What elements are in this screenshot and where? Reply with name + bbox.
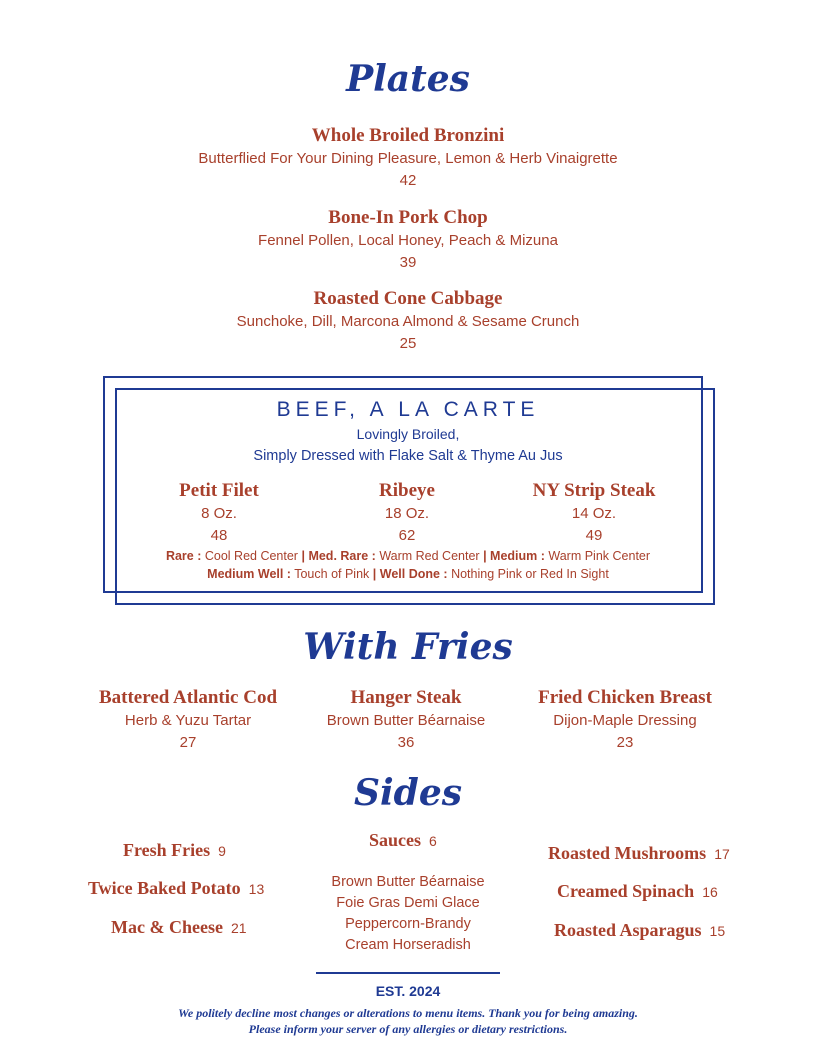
cut-price: 48 bbox=[210, 527, 228, 544]
plate-desc: Sunchoke, Dill, Marcona Almond & Sesame Crunch bbox=[236, 313, 580, 330]
temps-line-2 bbox=[115, 565, 701, 583]
side-price: 9 bbox=[218, 843, 226, 859]
temp-medrare-label: Med. Rare : bbox=[308, 549, 376, 563]
temp-medwell-label: Medium Well : bbox=[207, 567, 291, 581]
side-mac-cheese bbox=[111, 917, 247, 938]
temp-medwell-desc: Touch of Pink bbox=[294, 567, 370, 581]
fries-price: 36 bbox=[397, 734, 415, 751]
fries-desc: Dijon-Maple Dressing bbox=[553, 712, 697, 729]
est-label: EST. 2024 bbox=[375, 983, 441, 999]
sauce-item: Foie Gras Demi Glace bbox=[336, 895, 480, 911]
sauces-price: 6 bbox=[429, 833, 437, 849]
side-roasted-mushrooms bbox=[548, 843, 730, 864]
beef-title: BEEF, A LA CARTE bbox=[276, 398, 540, 421]
plate-item-bronzini bbox=[0, 124, 816, 191]
fries-desc: Brown Butter Béarnaise bbox=[326, 712, 486, 729]
temp-separator: | bbox=[301, 549, 305, 563]
fries-item-hanger bbox=[286, 686, 526, 753]
temp-rare-label: Rare : bbox=[165, 549, 202, 563]
sauce-list bbox=[300, 872, 516, 956]
sides-heading: Sides bbox=[353, 772, 463, 814]
sauces-name: Sauces bbox=[369, 830, 422, 850]
plate-item-pork-chop bbox=[0, 206, 816, 273]
footer-note-2: Please inform your server of any allergies or dietary restrictions. bbox=[248, 1022, 568, 1036]
fries-item-cod bbox=[68, 686, 308, 753]
temp-separator: | bbox=[372, 567, 377, 581]
plates-heading: Plates bbox=[346, 58, 470, 100]
plate-name: Roasted Cone Cabbage bbox=[313, 288, 503, 309]
side-price: 13 bbox=[248, 881, 265, 897]
side-name: Fresh Fries bbox=[123, 840, 211, 860]
fries-item-chicken bbox=[505, 686, 745, 753]
footer-note-1: We politely decline most changes or alterations to menu items. Thank you for being amazing. bbox=[178, 1006, 638, 1020]
side-name: Roasted Mushrooms bbox=[548, 843, 707, 863]
side-creamed-spinach bbox=[557, 881, 718, 902]
sauce-item: Peppercorn-Brandy bbox=[345, 916, 471, 932]
temp-medium-label: Medium : bbox=[490, 549, 545, 563]
temp-welldone-label: Well Done : bbox=[379, 567, 448, 581]
side-price: 15 bbox=[709, 923, 726, 939]
side-name: Mac & Cheese bbox=[111, 917, 223, 937]
plate-desc: Butterflied For Your Dining Pleasure, Lemon & Herb Vinaigrette bbox=[198, 150, 618, 167]
plate-price: 42 bbox=[399, 172, 417, 189]
plate-price: 25 bbox=[399, 335, 417, 352]
beef-cut-petit-filet bbox=[119, 479, 319, 546]
side-fresh-fries bbox=[123, 840, 226, 861]
temp-medrare-desc: Warm Red Center bbox=[379, 549, 480, 563]
side-roasted-asparagus bbox=[554, 920, 725, 941]
temp-rare-desc: Cool Red Center bbox=[204, 549, 298, 563]
temp-medium-desc: Warm Pink Center bbox=[548, 549, 651, 563]
side-name: Roasted Asparagus bbox=[554, 920, 702, 940]
temps-line-1 bbox=[115, 547, 701, 565]
fries-price: 23 bbox=[616, 734, 634, 751]
fries-name: Battered Atlantic Cod bbox=[98, 687, 278, 708]
fries-heading: With Fries bbox=[303, 626, 513, 668]
temp-welldone-desc: Nothing Pink or Red In Sight bbox=[451, 567, 609, 581]
beef-cut-ribeye bbox=[307, 479, 507, 546]
fries-desc: Herb & Yuzu Tartar bbox=[124, 712, 252, 729]
cut-size: 18 Oz. bbox=[384, 505, 430, 522]
side-price: 21 bbox=[230, 920, 247, 936]
plate-desc: Fennel Pollen, Local Honey, Peach & Mizuna bbox=[258, 232, 558, 249]
fries-name: Fried Chicken Breast bbox=[538, 687, 712, 708]
side-name: Twice Baked Potato bbox=[88, 878, 241, 898]
cut-name: Ribeye bbox=[379, 480, 435, 501]
side-price: 17 bbox=[714, 846, 730, 862]
beef-subtitle-2: Simply Dressed with Flake Salt & Thyme Au Jus bbox=[253, 448, 563, 464]
plate-name: Bone-In Pork Chop bbox=[328, 207, 488, 228]
cut-size: 14 Oz. bbox=[571, 505, 617, 522]
beef-subtitle-1: Lovingly Broiled, bbox=[356, 426, 460, 442]
side-twice-baked-potato bbox=[88, 878, 264, 899]
plate-price: 39 bbox=[399, 254, 417, 271]
side-price: 16 bbox=[702, 884, 718, 900]
side-name: Creamed Spinach bbox=[557, 881, 695, 901]
plate-item-cabbage bbox=[0, 287, 816, 354]
cut-size: 8 Oz. bbox=[201, 505, 237, 522]
sauce-item: Brown Butter Béarnaise bbox=[331, 874, 485, 890]
plate-name: Whole Broiled Bronzini bbox=[311, 125, 505, 146]
cut-name: NY Strip Steak bbox=[532, 480, 656, 501]
sauce-item: Cream Horseradish bbox=[345, 937, 471, 953]
temp-separator: | bbox=[483, 549, 487, 563]
fries-name: Hanger Steak bbox=[350, 687, 462, 708]
beef-cut-ny-strip bbox=[494, 479, 694, 546]
side-sauces bbox=[369, 830, 437, 851]
cut-name: Petit Filet bbox=[179, 480, 259, 501]
fries-price: 27 bbox=[179, 734, 197, 751]
footer-divider bbox=[316, 972, 500, 974]
cut-price: 49 bbox=[585, 527, 603, 544]
cut-price: 62 bbox=[398, 527, 416, 544]
